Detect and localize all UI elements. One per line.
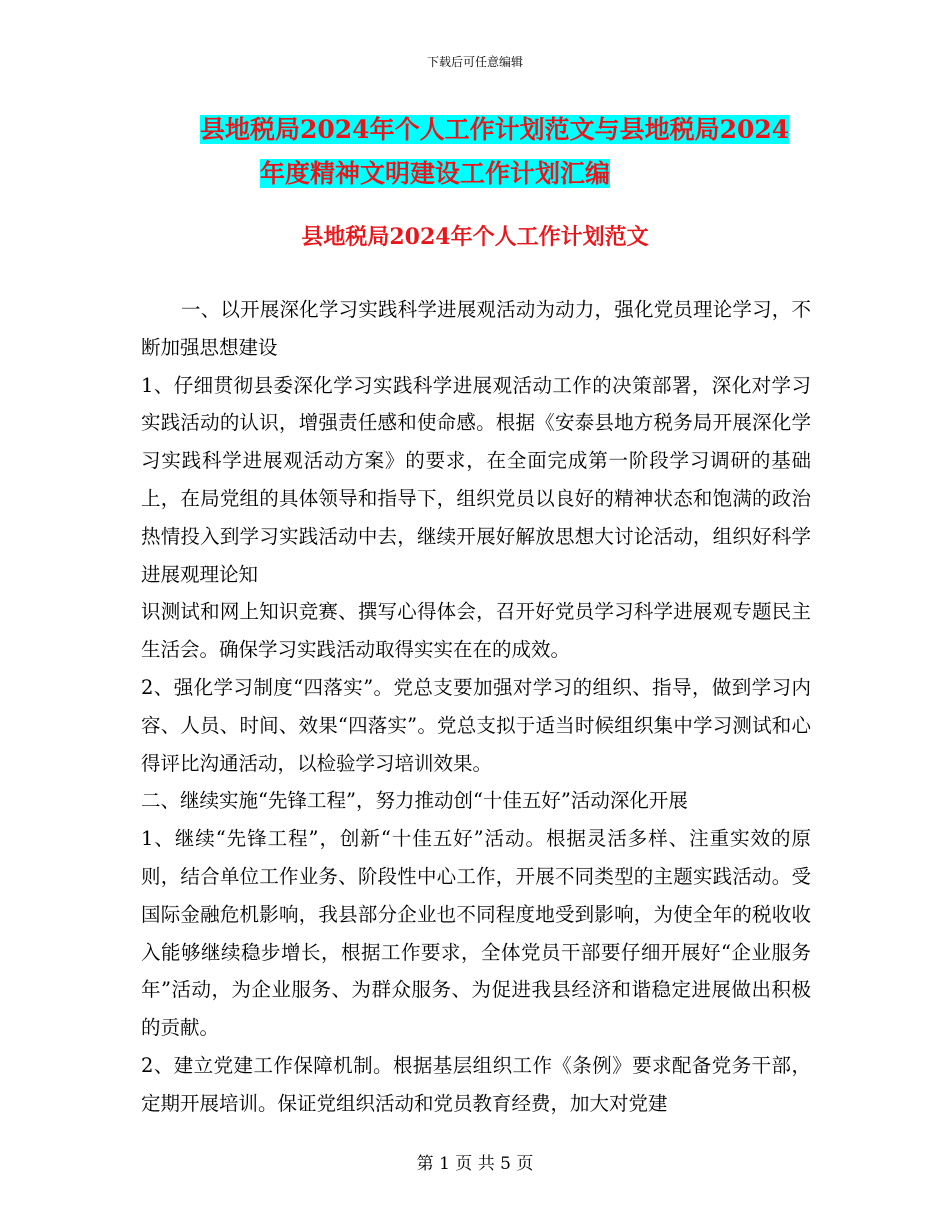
- page-number: 第 1 页 共 5 页: [416, 1154, 534, 1174]
- document-title-line-1: 县地税局2024年个人工作计划范文与县地税局2024: [200, 115, 790, 144]
- paragraph: 1、继续“先锋工程”，创新“十佳五好”活动。根据灵活多样、注重实效的原则，结合单位工作业务、阶段性中心工作，开展不同类型的主题实践活动。受国际金融危机影响，我县部分企业也不同程度地受到影响，为使全年的税收收入能够继续稳步增长，根据工作要求，全体党员干部要仔细开展好“企业服务年”活动，为企业服务、为群众服务、为促进我县经济和谐稳定进展做出积极的贡献。: [141, 827, 811, 1040]
- paragraph-heading-1: 一、以开展深化学习实践科学进展观活动为动力，强化党员理论学习，不断加强思想建设: [141, 298, 811, 359]
- paragraph: 1、仔细贯彻县委深化学习实践科学进展观活动工作的决策部署，深化对学习实践活动的认识，增强责任感和使命感。根据《安泰县地方税务局开展深化学习实践科学进展观活动方案》的要求，在全面完成第一阶段学习调研的基础上，在局党组的具体领导和指导下，组织党员以良好的精神状态和饱满的政治热情投入到学习实践活动中去，继续开展好解放思想大讨论活动，组织好科学进展观理论知: [141, 373, 811, 586]
- paragraph: 识测试和网上知识竞赛、撰写心得体会，召开好党员学习科学进展观专题民主生活会。确保学习实践活动取得实实在在的成效。: [141, 600, 811, 662]
- paragraph: 2、强化学习制度“四落实”。党总支要加强对学习的组织、指导，做到学习内容、人员、时间、效果“四落实”。党总支拟于适当时候组织集中学习测试和心得评比沟通活动，以检验学习培训效果。: [141, 675, 811, 775]
- paragraph-heading-2: 二、继续实施“先锋工程”，努力推动创“十佳五好”活动深化开展: [141, 789, 688, 813]
- document-title: [160, 108, 840, 196]
- document-body: [141, 291, 811, 1123]
- section-title: 县地税局2024年个人工作计划范文: [301, 224, 649, 250]
- document-title-line-2: 年度精神文明建设工作计划汇编: [260, 159, 611, 188]
- page-header-note: 下载后可任意编辑: [426, 55, 523, 69]
- paragraph: 2、建立党建工作保障机制。根据基层组织工作《条例》要求配备党务干部，定期开展培训。保证党组织活动和党员教育经费，加大对党建: [141, 1053, 811, 1115]
